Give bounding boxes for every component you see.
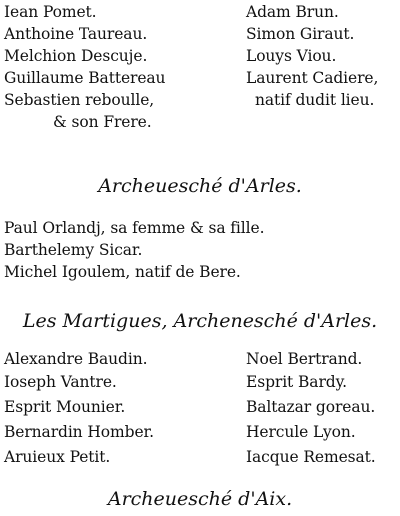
section-heading-aix: Archeuesché d'Aix. <box>107 488 293 510</box>
name-entry: Aruieux Petit. <box>4 448 111 466</box>
name-entry: Sebastien reboulle, <box>4 91 155 109</box>
name-entry: Hercule Lyon. <box>246 423 356 441</box>
name-entry: natif dudit lieu. <box>255 91 375 109</box>
name-entry: Simon Giraut. <box>246 25 355 43</box>
name-entry: Laurent Cadiere, <box>246 69 379 87</box>
name-entry: Iean Pomet. <box>4 3 97 21</box>
name-entry: Esprit Mounier. <box>4 398 126 416</box>
name-entry: Barthelemy Sicar. <box>4 241 143 259</box>
name-entry: Ioseph Vantre. <box>4 373 117 391</box>
name-entry: Bernardin Homber. <box>4 423 154 441</box>
name-entry: Louys Viou. <box>246 47 337 65</box>
name-entry: Michel Igoulem, natif de Bere. <box>4 263 241 281</box>
name-entry: Anthoine Taureau. <box>4 25 148 43</box>
name-entry: Iacque Remesat. <box>246 448 376 466</box>
name-entry: Esprit Bardy. <box>246 373 348 391</box>
name-entry: Guillaume Battereau <box>4 69 166 87</box>
section-heading-martigues: Les Martigues, Archenesché d'Arles. <box>22 310 378 332</box>
name-entry: Baltazar goreau. <box>246 398 376 416</box>
name-entry: Melchion Descuje. <box>4 47 148 65</box>
name-entry: Noel Bertrand. <box>246 350 363 368</box>
name-entry: Adam Brun. <box>246 3 339 21</box>
name-entry: & son Frere. <box>53 113 152 131</box>
name-entry: Alexandre Baudin. <box>4 350 148 368</box>
section-heading-arles: Archeuesché d'Arles. <box>98 175 302 197</box>
name-entry: Paul Orlandj, sa femme & sa fille. <box>4 219 265 237</box>
